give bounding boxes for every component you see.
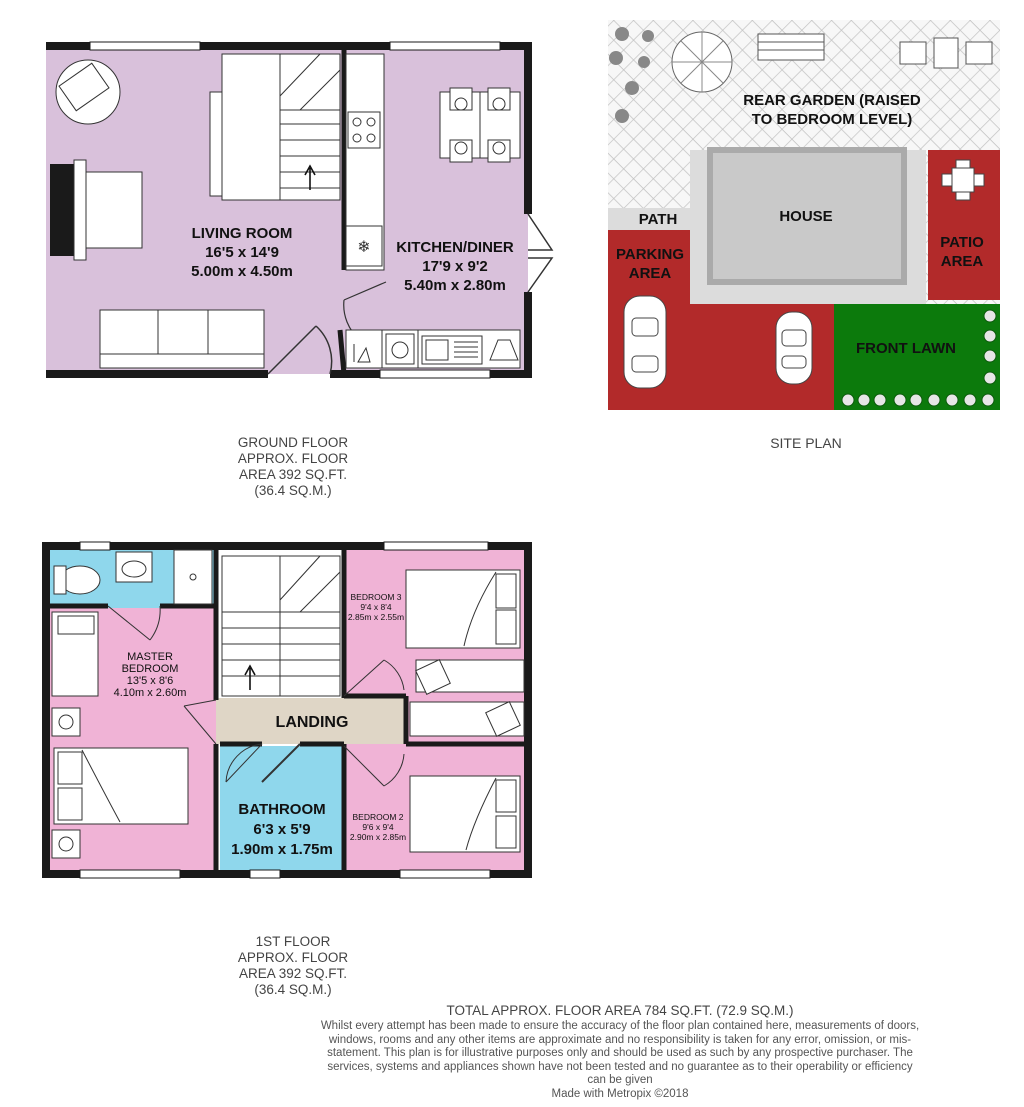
ground-floor-caption-3: AREA 392 SQ.FT. bbox=[238, 467, 348, 482]
living-room-metric: 5.00m x 4.50m bbox=[191, 263, 293, 280]
bathroom-imperial: 6'3 x 5'9 bbox=[253, 821, 311, 838]
bench-icon bbox=[758, 34, 824, 60]
bedside-table-icon bbox=[52, 708, 80, 736]
ground-floor-plan bbox=[46, 42, 552, 378]
french-doors-icon bbox=[528, 214, 552, 292]
staircase-icon bbox=[222, 54, 340, 200]
car-icon bbox=[776, 312, 812, 384]
bedroom3-metric: 2.85m x 2.55m bbox=[347, 612, 405, 622]
shower-icon bbox=[174, 550, 212, 604]
bedroom2-name: BEDROOM 2 bbox=[352, 812, 404, 822]
fireplace-icon bbox=[50, 164, 74, 256]
window bbox=[80, 870, 180, 878]
bedroom2-imperial: 9'6 x 9'4 bbox=[362, 822, 394, 832]
living-room-name: LIVING ROOM bbox=[191, 225, 293, 242]
front-lawn-label: FRONT LAWN bbox=[856, 340, 956, 357]
armchair-icon bbox=[86, 172, 142, 248]
first-floor-caption-4: (36.4 SQ.M.) bbox=[254, 982, 332, 997]
living-room-imperial: 16'5 x 14'9 bbox=[205, 244, 279, 261]
first-floor-plan bbox=[46, 542, 528, 878]
staircase-icon bbox=[222, 556, 340, 696]
ground-floor-caption-1: GROUND FLOOR bbox=[237, 435, 349, 450]
car-icon bbox=[624, 296, 666, 388]
parking-label-1: PARKING bbox=[615, 246, 685, 263]
hob-icon bbox=[348, 112, 380, 148]
disclaimer-text bbox=[320, 1020, 920, 1102]
first-floor-caption-1: 1ST FLOOR bbox=[255, 934, 331, 949]
hearth-icon bbox=[74, 160, 86, 260]
master-bedroom-imperial: 13'5 x 8'6 bbox=[126, 675, 174, 687]
rear-garden-label-1: REAR GARDEN (RAISED bbox=[743, 92, 921, 109]
kitchen-metric: 5.40m x 2.80m bbox=[404, 277, 506, 294]
window bbox=[90, 42, 200, 50]
bedroom3-name: BEDROOM 3 bbox=[350, 592, 402, 602]
window bbox=[390, 42, 500, 50]
ground-floor-caption-4: (36.4 SQ.M.) bbox=[254, 483, 332, 498]
rear-garden-label-2: TO BEDROOM LEVEL) bbox=[751, 111, 913, 128]
total-floor-area: TOTAL APPROX. FLOOR AREA 784 SQ.FT. (72.9 SQ.M.) bbox=[446, 1003, 794, 1018]
patio-label-2: AREA bbox=[940, 253, 984, 270]
window bbox=[250, 870, 280, 878]
first-floor-caption-2: APPROX. FLOOR bbox=[237, 950, 349, 965]
master-bedroom-name-2: BEDROOM bbox=[121, 663, 179, 675]
washing-machine-icon bbox=[386, 334, 414, 364]
metropix-credit: Made with Metropix ©2018 bbox=[551, 1087, 689, 1100]
bedroom3-imperial: 9'4 x 8'4 bbox=[360, 602, 392, 612]
bedroom2-metric: 2.90m x 2.85m bbox=[349, 832, 407, 842]
disclaimer-body: Whilst every attempt has been made to ensure the accuracy of the floor plan contained here, measurements of doors, windows, rooms and any other items are approximate and no responsibility is taken for any error, omission, or mis-statement. This plan is for illustrative purposes only and should be used as such by any prospective purchaser. The services, systems and appliances shown have not been tested and no guarantee as to their operability or efficiency can be given bbox=[320, 1020, 920, 1087]
window bbox=[384, 542, 488, 550]
ground-floor-caption-2: APPROX. FLOOR bbox=[237, 451, 349, 466]
window bbox=[80, 542, 110, 550]
dining-table-icon bbox=[440, 88, 520, 162]
master-bedroom-name-1: MASTER bbox=[127, 651, 173, 663]
site-plan bbox=[608, 20, 1000, 410]
master-bedroom-metric: 4.10m x 2.60m bbox=[113, 687, 187, 699]
kitchen-name: KITCHEN/DINER bbox=[396, 239, 514, 256]
house-label: HOUSE bbox=[779, 208, 833, 225]
site-plan-caption: SITE PLAN bbox=[770, 435, 842, 451]
window bbox=[380, 370, 490, 378]
sofa-icon bbox=[100, 310, 264, 368]
bedside-table-icon bbox=[52, 830, 80, 858]
window bbox=[400, 870, 490, 878]
svg-text:❄: ❄ bbox=[357, 239, 371, 256]
parking-label-2: AREA bbox=[628, 265, 672, 282]
path-label: PATH bbox=[638, 211, 678, 228]
kitchen-imperial: 17'9 x 9'2 bbox=[422, 258, 488, 275]
first-floor-caption-3: AREA 392 SQ.FT. bbox=[238, 966, 348, 981]
bathroom-metric: 1.90m x 1.75m bbox=[231, 841, 333, 858]
landing-label: LANDING bbox=[275, 714, 349, 731]
patio-label-1: PATIO bbox=[940, 234, 984, 251]
bathroom-name: BATHROOM bbox=[238, 801, 326, 818]
garden-furniture-icon bbox=[900, 38, 992, 68]
